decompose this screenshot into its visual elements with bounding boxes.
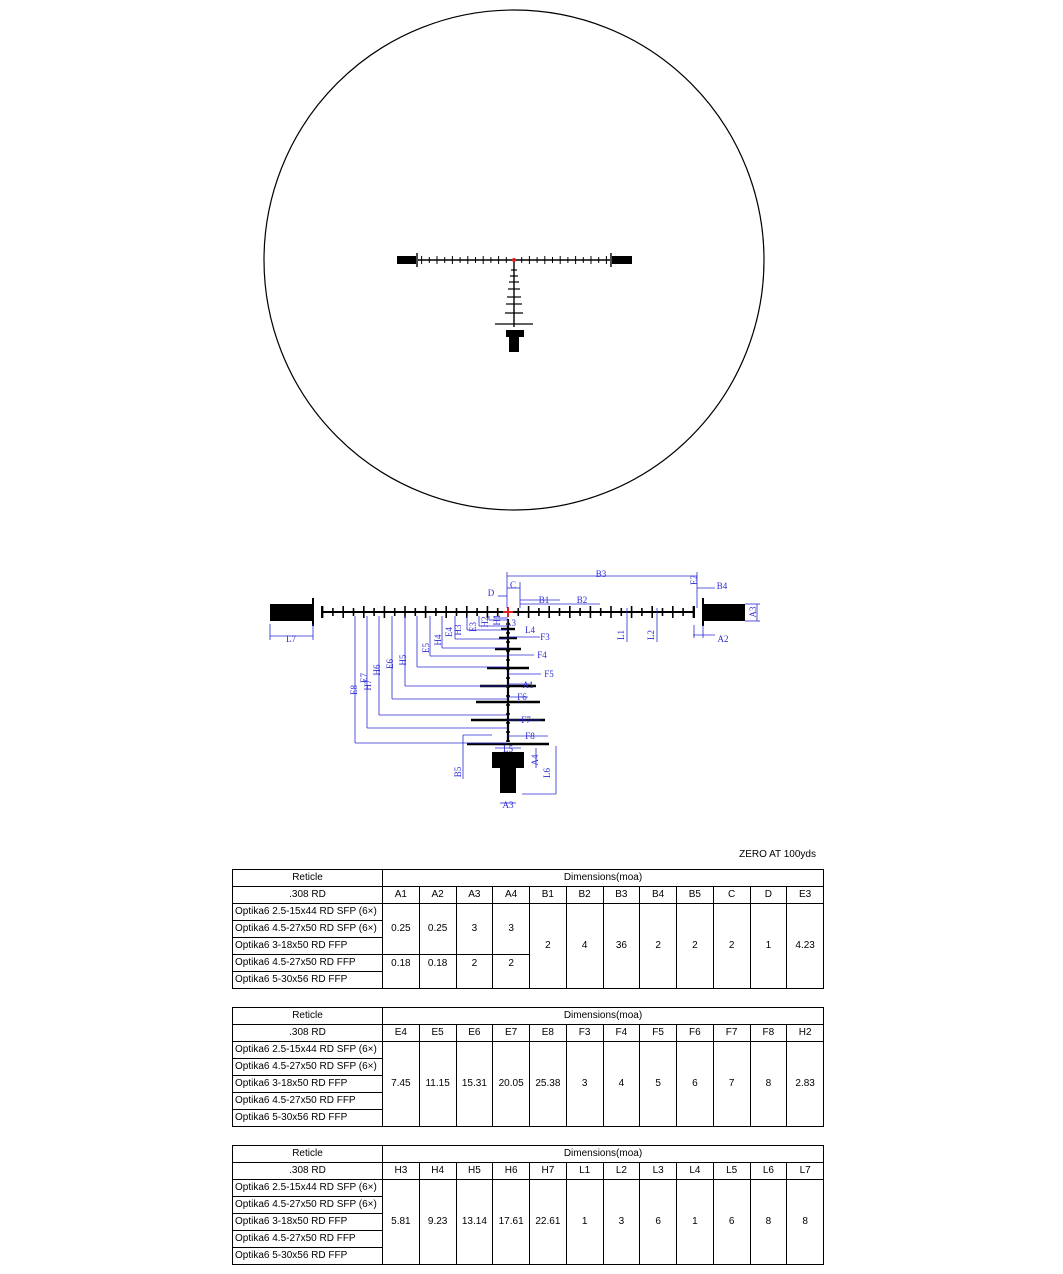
dimensions-table-2 (232, 1007, 824, 1127)
column-header: E7 (493, 1025, 530, 1042)
right-post (612, 256, 632, 264)
dimension-label: L7 (286, 634, 296, 644)
column-header: H6 (493, 1163, 530, 1180)
column-header: L7 (787, 1163, 824, 1180)
table-cell: 6 (640, 1180, 677, 1265)
table-row-label: Optika6 4.5-27x50 RD FFP (233, 1231, 383, 1248)
table-row-label: Optika6 4.5-27x50 RD SFP (6×) (233, 1059, 383, 1076)
dimension-label: L6 (542, 768, 552, 778)
dimensions-header: Dimensions(moa) (383, 1146, 824, 1163)
table-cell: 7.45 (383, 1042, 420, 1127)
dimension-label: E4 (444, 627, 454, 637)
table-row-label: Optika6 3-18x50 RD FFP (233, 1076, 383, 1093)
table-row-label: Optika6 4.5-27x50 RD FFP (233, 955, 383, 972)
dimension-label: H7 (363, 679, 373, 691)
table-cell: 0.25 (419, 904, 456, 955)
column-header: H2 (787, 1025, 824, 1042)
table-row-label: Optika6 4.5-27x50 RD SFP (6×) (233, 1197, 383, 1214)
dimension-label: B1 (538, 595, 550, 605)
dimension-label: E7 (359, 673, 369, 683)
table-cell: 3 (603, 1180, 640, 1265)
dimension-label: F5 (544, 669, 554, 679)
table-cell: 2.83 (787, 1042, 824, 1127)
table-cell: 4.23 (787, 904, 824, 989)
zero-note: ZERO AT 100yds (739, 849, 816, 860)
table-cell: 2 (713, 904, 750, 989)
right-post (704, 604, 745, 621)
dimension-label: E5 (421, 643, 431, 653)
column-header: D (750, 887, 787, 904)
table-row-label: Optika6 5-30x56 RD FFP (233, 972, 383, 989)
column-header: L1 (566, 1163, 603, 1180)
table-cell: 8 (750, 1042, 787, 1127)
dimension-label: A4 (530, 754, 540, 766)
column-header: E8 (530, 1025, 567, 1042)
column-header: L6 (750, 1163, 787, 1180)
reticle-header: Reticle (233, 1146, 383, 1163)
table-cell: 0.18 (383, 955, 420, 989)
dimension-labels (286, 569, 758, 810)
table-row-label: Optika6 3-18x50 RD FFP (233, 938, 383, 955)
table-row-label: Optika6 2.5-15x44 RD SFP (6×) (233, 1042, 383, 1059)
table-cell: 7 (713, 1042, 750, 1127)
reticle-name: .308 RD (233, 1163, 383, 1180)
column-header: H5 (456, 1163, 493, 1180)
table-cell: 0.18 (419, 955, 456, 989)
bottom-post (509, 336, 519, 352)
column-header: H4 (419, 1163, 456, 1180)
left-post (270, 604, 312, 621)
scope-reticle (397, 253, 632, 352)
column-header: B4 (640, 887, 677, 904)
column-header: L4 (677, 1163, 714, 1180)
table-row-label: Optika6 4.5-27x50 RD SFP (6×) (233, 921, 383, 938)
table-cell: 0.25 (383, 904, 420, 955)
dimension-label: A3 (748, 606, 758, 618)
dimensions-table-1 (232, 869, 824, 989)
center-dot (512, 258, 516, 262)
dimension-label: F4 (537, 650, 547, 660)
dimension-label: D (487, 588, 495, 598)
dimension-label: B2 (576, 595, 588, 605)
dimension-label: F3 (540, 632, 550, 642)
dimension-label: H5 (398, 654, 408, 666)
dimension-label: E8 (349, 685, 359, 695)
dimension-label: H3 (453, 624, 463, 636)
column-header: C (713, 887, 750, 904)
table-cell: 2 (530, 904, 567, 989)
column-header: E3 (787, 887, 824, 904)
column-header: H3 (383, 1163, 420, 1180)
column-header: F3 (566, 1025, 603, 1042)
column-header: E5 (419, 1025, 456, 1042)
column-header: E4 (383, 1025, 420, 1042)
table-cell: 4 (566, 904, 603, 989)
dimension-label: A1 (522, 680, 534, 690)
table-cell: 5 (640, 1042, 677, 1127)
bottom-post-cap (506, 330, 524, 337)
dimension-label: E2 (689, 575, 699, 585)
column-header: F4 (603, 1025, 640, 1042)
table-cell: 8 (787, 1180, 824, 1265)
table-cell: 1 (566, 1180, 603, 1265)
table-row-label: Optika6 5-30x56 RD FFP (233, 1248, 383, 1265)
column-header: F6 (677, 1025, 714, 1042)
left-post (397, 256, 416, 264)
table-cell: 1 (750, 904, 787, 989)
dimension-label: A2 (717, 634, 729, 644)
table-cell: 1 (677, 1180, 714, 1265)
dimension-label: E3 (468, 622, 478, 632)
column-header: L2 (603, 1163, 640, 1180)
table-row-label: Optika6 4.5-27x50 RD FFP (233, 1093, 383, 1110)
table-cell: 3 (566, 1042, 603, 1127)
table-cell: 2 (677, 904, 714, 989)
table-cell: 25.38 (530, 1042, 567, 1127)
dimension-label: L5 (503, 744, 513, 754)
dimensions-header: Dimensions(moa) (383, 870, 824, 887)
dimension-label: F6 (517, 692, 527, 702)
column-header: B2 (566, 887, 603, 904)
table-cell: 9.23 (419, 1180, 456, 1265)
column-header: B5 (677, 887, 714, 904)
dimensions-table-3 (232, 1145, 824, 1265)
dimension-label: F7 (521, 715, 531, 725)
reticle-header: Reticle (233, 1008, 383, 1025)
table-cell: 3 (456, 904, 493, 955)
reticle-header: Reticle (233, 870, 383, 887)
table-row-label: Optika6 3-18x50 RD FFP (233, 1214, 383, 1231)
table-cell: 13.14 (456, 1180, 493, 1265)
column-header: A3 (456, 887, 493, 904)
table-cell: 17.61 (493, 1180, 530, 1265)
dimension-label: L4 (525, 625, 535, 635)
table-cell: 4 (603, 1042, 640, 1127)
column-header: B3 (603, 887, 640, 904)
dimensions-header: Dimensions(moa) (383, 1008, 824, 1025)
table-cell: 36 (603, 904, 640, 989)
scope-view (0, 0, 1063, 520)
table-cell: 5.81 (383, 1180, 420, 1265)
table-cell: 2 (493, 955, 530, 989)
table-row-label: Optika6 2.5-15x44 RD SFP (6×) (233, 1180, 383, 1197)
table-cell: 22.61 (530, 1180, 567, 1265)
column-header: H7 (530, 1163, 567, 1180)
column-header: E6 (456, 1025, 493, 1042)
table-cell: 2 (456, 955, 493, 989)
dimension-label: A3 (502, 800, 514, 810)
table-row-label: Optika6 5-30x56 RD FFP (233, 1110, 383, 1127)
dimension-label: E6 (385, 659, 395, 669)
column-header: A2 (419, 887, 456, 904)
bottom-post (500, 767, 516, 793)
dimension-label: L1 (616, 630, 626, 640)
dimension-label: H2 (480, 616, 490, 628)
table-row-label: Optika6 2.5-15x44 RD SFP (6×) (233, 904, 383, 921)
dimension-label: H6 (372, 664, 382, 676)
table-cell: 6 (677, 1042, 714, 1127)
column-header: B1 (530, 887, 567, 904)
table-cell: 6 (713, 1180, 750, 1265)
table-cell: 15.31 (456, 1042, 493, 1127)
dimension-label: F8 (525, 731, 535, 741)
dimension-label: B5 (453, 766, 463, 778)
column-header: F7 (713, 1025, 750, 1042)
dimension-label: L3 (506, 618, 516, 628)
reticle-name: .308 RD (233, 887, 383, 904)
dimension-label: C (509, 580, 517, 590)
column-header: L5 (713, 1163, 750, 1180)
column-header: A1 (383, 887, 420, 904)
column-header: F8 (750, 1025, 787, 1042)
reticle-name: .308 RD (233, 1025, 383, 1042)
table-cell: 2 (640, 904, 677, 989)
dimension-label: L2 (646, 630, 656, 640)
dimension-label: B4 (716, 581, 728, 591)
table-cell: 11.15 (419, 1042, 456, 1127)
bottom-post-cap (492, 752, 524, 768)
table-cell: 8 (750, 1180, 787, 1265)
dimension-label: H4 (433, 634, 443, 646)
column-header: F5 (640, 1025, 677, 1042)
table-cell: 3 (493, 904, 530, 955)
column-header: A4 (493, 887, 530, 904)
dimension-diagram (0, 560, 1063, 820)
column-header: L3 (640, 1163, 677, 1180)
dimension-label: B3 (595, 569, 607, 579)
table-cell: 20.05 (493, 1042, 530, 1127)
dimension-label: H1 (492, 614, 502, 626)
